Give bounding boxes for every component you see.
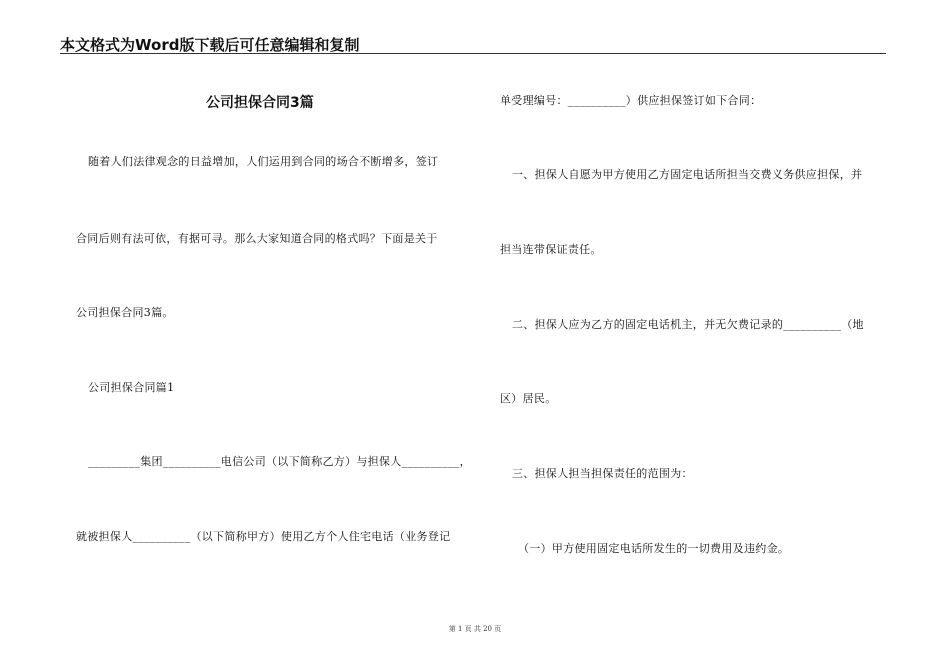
- right-paragraph-line-6: 三、担保人担当担保责任的范围为：: [512, 467, 693, 480]
- section-heading: 公司担保合同篇1: [88, 381, 175, 394]
- left-paragraph-line-2: 合同后则有法可依，有据可寻。那么大家知道合同的格式吗？下面是关于: [76, 232, 438, 245]
- right-paragraph-line-5: 区）居民。: [500, 392, 557, 405]
- header-banner: 本文格式为Word版下载后可任意编辑和复制: [60, 36, 360, 54]
- left-paragraph-line-3: 公司担保合同3篇。: [76, 306, 174, 319]
- left-paragraph-line-1: 随着人们法律观念的日益增加，人们运用到合同的场合不断增多，签订: [88, 155, 439, 168]
- page-indicator: 第 1 页 共 20 页: [448, 625, 502, 633]
- right-paragraph-line-4: 二、担保人应为乙方的固定电话机主，并无欠费记录的__________（地: [512, 318, 864, 331]
- document-title: 公司担保合同3篇: [206, 95, 314, 111]
- right-paragraph-line-2: 一、担保人自愿为甲方使用乙方固定电话所担当交费义务供应担保，并: [512, 168, 863, 181]
- left-paragraph-line-6: 就被担保人__________（以下简称甲方）使用乙方个人住宅电话（业务登记: [76, 530, 451, 543]
- right-paragraph-line-3: 担当连带保证责任。: [500, 243, 602, 256]
- right-paragraph-line-1: 单受理编号：__________）供应担保签订如下合同：: [500, 94, 762, 107]
- right-paragraph-line-7: （一）甲方使用固定电话所发生的一切费用及违约金。: [518, 542, 790, 555]
- left-paragraph-line-5: _________集团__________电信公司（以下简称乙方）与担保人__________，: [88, 455, 471, 468]
- header-rule: [60, 53, 886, 54]
